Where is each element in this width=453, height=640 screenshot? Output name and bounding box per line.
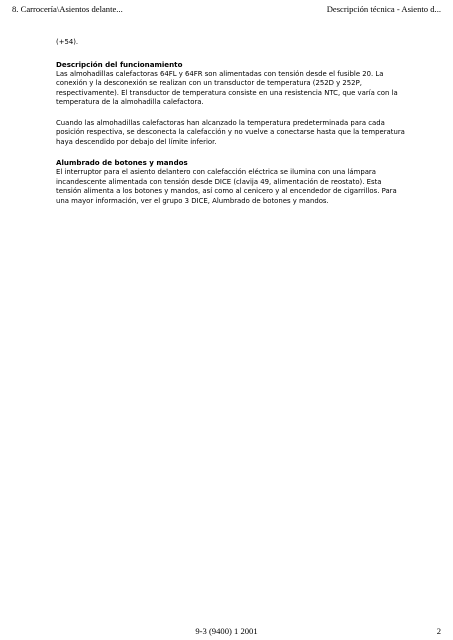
footer-model-info: 9-3 (9400) 1 2001 <box>195 626 258 636</box>
header-breadcrumb: 8. Carrocería\Asientos delante... <box>12 4 123 14</box>
page-footer <box>0 625 453 637</box>
paragraph-heating-pads: Las almohadillas calefactoras 64FL y 64FR son alimentadas con tensión desde el fusible 20. La conexión y la desconexión se realizan con un transductor de temperatura (252D y 252P, respectivamente). El transductor de temperatura consiste en una resistencia NTC, que varía con la temperatura de la almohadilla calefactora. <box>56 69 398 106</box>
paragraph-temperature-cutoff: Cuando las almohadillas calefactoras han alcanzado la temperatura predeterminada para cada posición respectiva, se desconecta la calefacción y no vuelve a conectarse hasta que la temperatura haya descendido por debajo del límite inferior. <box>56 118 405 146</box>
section-heading-button-lighting: Alumbrado de botones y mandos <box>56 158 188 167</box>
header-document-title: Descripción técnica - Asiento d... <box>326 4 441 14</box>
section-heading-functioning: Descripción del funcionamiento <box>56 59 183 69</box>
document-body <box>56 38 408 217</box>
page-number: 2 <box>436 626 441 636</box>
page-header <box>12 3 441 15</box>
intro-text: (+54). <box>56 38 79 46</box>
paragraph-switch-lighting: El interruptor para el asiento delantero con calefacción eléctrica se ilumina con una lámpara incandescente alimentada con tensión desde DICE (clavija 49, alimentación de reostato). Esta tensión alimenta a los botones y mandos, así como al cenicero y al encendedor de cigarrillos. Para una mayor información, ver el grupo 3 DICE, Alumbrado de botones y mandos. <box>56 168 397 205</box>
